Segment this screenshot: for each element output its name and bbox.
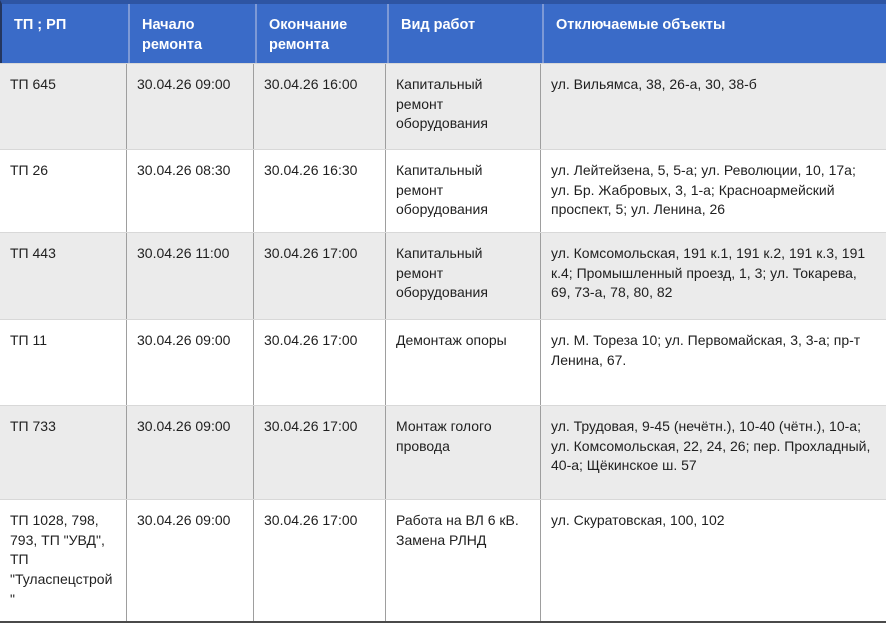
cell-tp-rp: ТП 26 bbox=[10, 162, 49, 179]
header-tp-rp: ТП ; РП bbox=[14, 17, 67, 33]
cell-tp-rp: ТП 443 bbox=[10, 245, 56, 262]
table-row bbox=[0, 232, 886, 319]
cell-tp-rp: ТП 733 bbox=[10, 418, 56, 435]
cell-repair-start: 30.04.26 09:00 bbox=[126, 320, 253, 405]
table-body bbox=[0, 63, 886, 621]
table-row bbox=[0, 405, 886, 499]
cell-disconnected-objects: ул. Комсомольская, 191 к.1, 191 к.2, 191 к.3, 191 к.4; Промышленный проезд, 1, 3; ул. Токарева, 69, 73-а, 78, 80, 82 bbox=[540, 233, 886, 319]
cell-tp-rp: ТП 645 bbox=[10, 76, 56, 93]
cell-repair-end: 30.04.26 17:00 bbox=[253, 320, 385, 405]
cell-repair-end: 30.04.26 16:00 bbox=[253, 64, 385, 149]
cell-disconnected-objects: ул. М. Тореза 10; ул. Первомайская, 3, 3-а; пр-т Ленина, 67. bbox=[540, 320, 886, 405]
cell-work-type: Капитальный ремонт оборудования bbox=[385, 150, 540, 232]
header-disconnected-objects: Отключаемые объекты bbox=[542, 4, 886, 63]
cell-disconnected-objects: ул. Скуратовская, 100, 102 bbox=[540, 500, 886, 621]
table-row bbox=[0, 319, 886, 405]
cell-disconnected-objects: ул. Лейтейзена, 5, 5-а; ул. Революции, 10, 17а; ул. Бр. Жабровых, 3, 1-а; Красноармейский проспект, 5; ул. Ленина, 26 bbox=[540, 150, 886, 232]
cell-repair-end: 30.04.26 17:00 bbox=[253, 406, 385, 499]
table-row bbox=[0, 149, 886, 232]
cell-repair-start: 30.04.26 09:00 bbox=[126, 406, 253, 499]
cell-tp-rp: ТП 11 bbox=[10, 332, 48, 349]
table-row bbox=[0, 499, 886, 621]
table-row bbox=[0, 63, 886, 149]
cell-repair-start: 30.04.26 09:00 bbox=[126, 500, 253, 621]
cell-disconnected-objects: ул. Вильямса, 38, 26-а, 30, 38-б bbox=[540, 64, 886, 149]
cell-tp-rp: ТП 1028, 798, 793, ТП "УВД", ТП "Туласпецстрой" bbox=[10, 512, 113, 607]
cell-work-type: Демонтаж опоры bbox=[385, 320, 540, 405]
cell-work-type: Капитальный ремонт оборудования bbox=[385, 64, 540, 149]
cell-repair-end: 30.04.26 16:30 bbox=[253, 150, 385, 232]
header-repair-end: Окончание ремонта bbox=[255, 4, 387, 63]
cell-repair-start: 30.04.26 11:00 bbox=[126, 233, 253, 319]
cell-repair-end: 30.04.26 17:00 bbox=[253, 233, 385, 319]
header-work-type: Вид работ bbox=[387, 4, 542, 63]
cell-work-type: Работа на ВЛ 6 кВ. Замена РЛНД bbox=[385, 500, 540, 621]
cell-repair-start: 30.04.26 08:30 bbox=[126, 150, 253, 232]
table-header-row bbox=[0, 0, 886, 63]
cell-repair-start: 30.04.26 09:00 bbox=[126, 64, 253, 149]
header-repair-start: Начало ремонта bbox=[128, 4, 255, 63]
cell-disconnected-objects: ул. Трудовая, 9-45 (нечётн.), 10-40 (чётн.), 10-а; ул. Комсомольская, 22, 24, 26; пер. Прохладный, 40-а; Щёкинское ш. 57 bbox=[540, 406, 886, 499]
cell-work-type: Капитальный ремонт оборудования bbox=[385, 233, 540, 319]
cell-work-type: Монтаж голого провода bbox=[385, 406, 540, 499]
cell-repair-end: 30.04.26 17:00 bbox=[253, 500, 385, 621]
